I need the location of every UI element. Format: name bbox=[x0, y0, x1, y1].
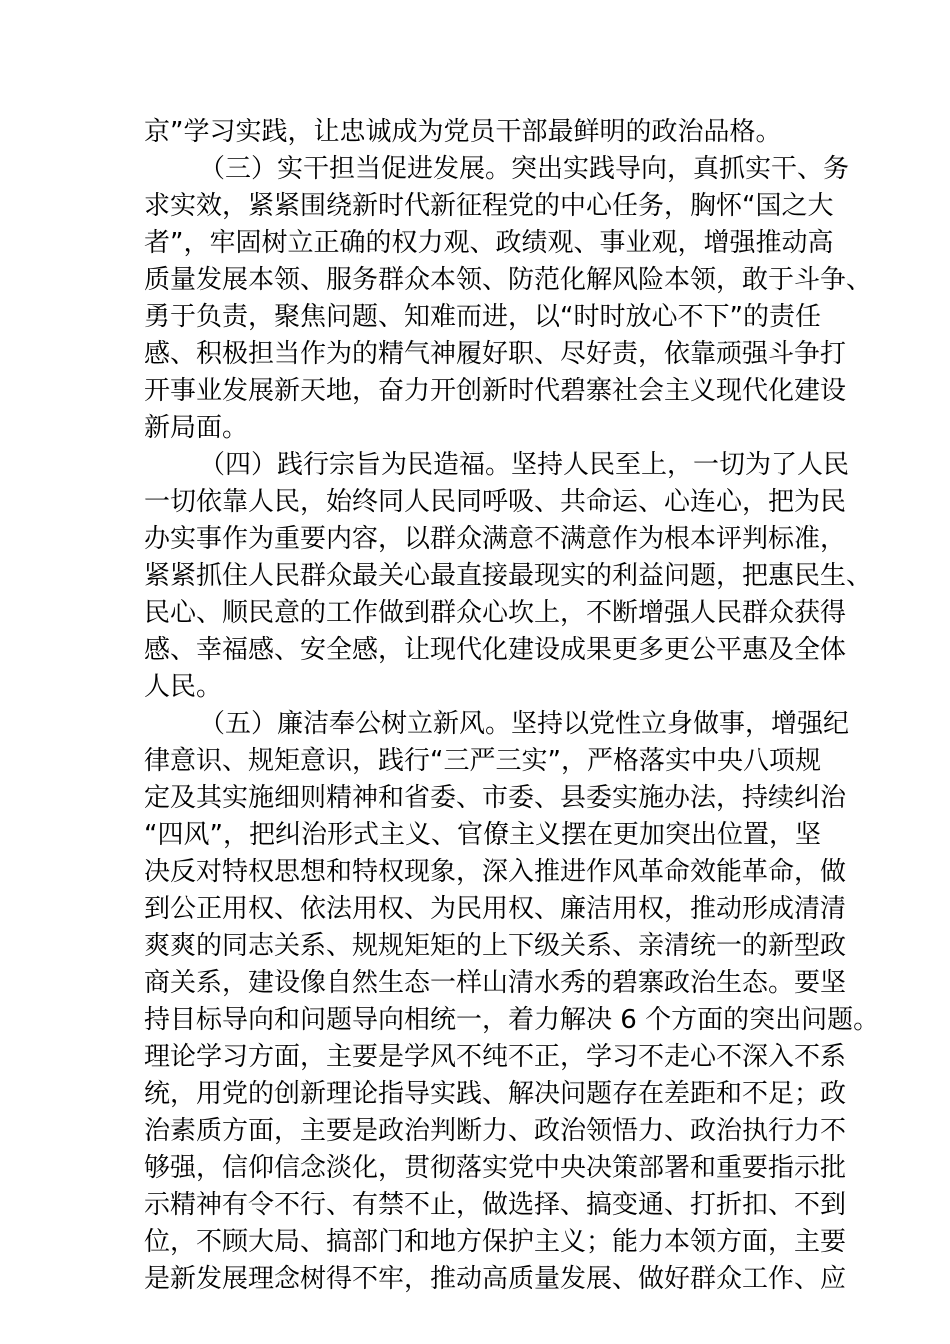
text-line: 质量发展本领、服务群众本领、防范化解风险本领，敢于斗争、 bbox=[144, 265, 873, 295]
text-line: 开事业发展新天地，奋力开创新时代碧寨社会主义现代化建设 bbox=[144, 376, 847, 406]
text-line: 人民。 bbox=[144, 672, 223, 702]
text-line: 感、幸福感、安全感，让现代化建设成果更多更公平惠及全体 bbox=[144, 635, 847, 665]
text-line: 治素质方面，主要是政治判断力、政治领悟力、政治执行力不 bbox=[144, 1116, 847, 1146]
text-line: 勇于负责，聚焦问题、知难而进，以“时时放心不下”的责任 bbox=[144, 302, 821, 332]
text-line: 够强，信仰信念淡化，贯彻落实党中央决策部署和重要指示批 bbox=[144, 1153, 847, 1183]
text-line: 者”，牢固树立正确的权力观、政绩观、事业观，增强推动高 bbox=[144, 228, 834, 258]
text-line: 位，不顾大局、搞部门和地方保护主义；能力本领方面，主要 bbox=[144, 1227, 847, 1257]
text-line: 统，用党的创新理论指导实践、解决问题存在差距和不足；政 bbox=[144, 1079, 847, 1109]
text-line: 决反对特权思想和特权现象，深入推进作风革命效能革命，做 bbox=[144, 857, 847, 887]
text-line: 办实事作为重要内容，以群众满意不满意作为根本评判标准， bbox=[144, 524, 847, 554]
text-line: 新局面。 bbox=[144, 413, 249, 443]
text-line: 到公正用权、依法用权、为民用权、廉洁用权，推动形成清清 bbox=[144, 894, 847, 924]
text-line: 一切依靠人民，始终同人民同呼吸、共命运、心连心，把为民 bbox=[144, 487, 847, 517]
text-line: 京”学习实践，让忠诚成为党员干部最鲜明的政治品格。 bbox=[144, 117, 782, 147]
text-line: 律意识、规矩意识，践行“三严三实”，严格落实中央八项规 bbox=[144, 746, 821, 776]
text-line: 示精神有令不行、有禁不止，做选择、搞变通、打折扣、不到 bbox=[144, 1190, 847, 1220]
paragraph-heading-line: （五）廉洁奉公树立新风。坚持以党性立身做事，增强纪 bbox=[199, 709, 850, 739]
text-line: 持目标导向和问题导向相统一，着力解决 6 个方面的突出问题。 bbox=[144, 1005, 880, 1035]
text-line: 感、积极担当作为的精气神履好职、尽好责，依靠顽强斗争打 bbox=[144, 339, 847, 369]
paragraph-heading-line: （三）实干担当促进发展。突出实践导向，真抓实干、务 bbox=[199, 154, 850, 184]
text-line: 爽爽的同志关系、规规矩矩的上下级关系、亲清统一的新型政 bbox=[144, 931, 847, 961]
text-line: 民心、顺民意的工作做到群众心坎上，不断增强人民群众获得 bbox=[144, 598, 847, 628]
text-line: 商关系，建设像自然生态一样山清水秀的碧寨政治生态。要坚 bbox=[144, 968, 847, 998]
text-line: 是新发展理念树得不牢，推动高质量发展、做好群众工作、应 bbox=[144, 1264, 847, 1294]
paragraph-heading-line: （四）践行宗旨为民造福。坚持人民至上，一切为了人民 bbox=[199, 450, 850, 480]
text-line: 理论学习方面，主要是学风不纯不正，学习不走心不深入不系 bbox=[144, 1042, 847, 1072]
text-line: 定及其实施细则精神和省委、市委、县委实施办法，持续纠治 bbox=[144, 783, 847, 813]
text-line: “四风”，把纠治形式主义、官僚主义摆在更加突出位置，坚 bbox=[144, 820, 821, 850]
text-line: 求实效，紧紧围绕新时代新征程党的中心任务，胸怀“国之大 bbox=[144, 191, 834, 221]
text-line: 紧紧抓住人民群众最关心最直接最现实的利益问题，把惠民生、 bbox=[144, 561, 873, 591]
